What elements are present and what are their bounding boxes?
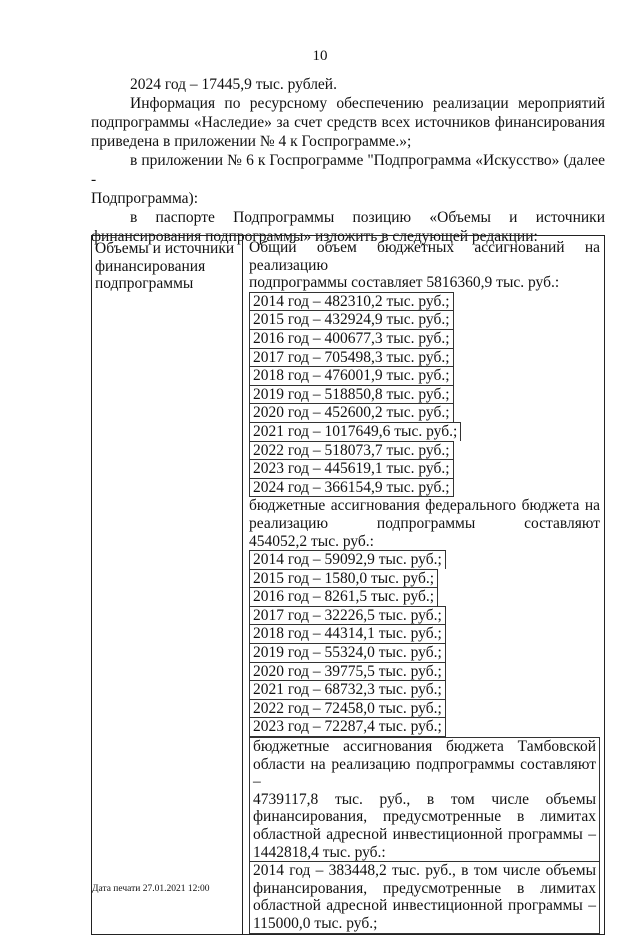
regional-line-2: области на реализацию подпрограммы составляют – [253, 755, 596, 791]
regional-2014-line-4: 115000,0 тыс. руб.; [253, 914, 378, 932]
regional-line-3: 4739117,8 тыс. руб., в том числе объемы [253, 790, 596, 808]
regional-line-1: бюджетные ассигнования бюджета Тамбовской [253, 738, 596, 756]
intro-p3b: Подпрограмма): [91, 190, 199, 207]
regional-line-5: областной адресной инвестиционной программы – [253, 826, 596, 843]
total-line-1: Общий объем бюджетных ассигнований на реализацию [249, 239, 600, 274]
passport-table [91, 235, 605, 935]
regional-line-4: финансирования, предусмотренные в лимитах [253, 808, 596, 826]
intro-text [91, 75, 605, 246]
position-label: Объемы и источники финансирования подпрограммы [92, 236, 243, 935]
total-line-2: подпрограммы составляет 5816360,9 тыс. руб.: [249, 274, 560, 292]
year-row: 2023 год – 445619,1 тыс. руб.; [249, 459, 454, 478]
regional-2014-block [249, 862, 600, 933]
intro-p4b: финансирования подпрограммы» изложить в следующей редакции: [91, 228, 538, 245]
year-row: 2020 год – 39775,5 тыс. руб.; [249, 662, 446, 681]
year-row: 2016 год – 8261,5 тыс. руб.; [249, 587, 438, 606]
funding-details [243, 236, 605, 935]
year-row: 2022 год – 518073,7 тыс. руб.; [249, 441, 454, 460]
total-years [249, 292, 600, 498]
regional-2014-line-2: финансирования, предусмотренные в лимитах [253, 879, 596, 897]
year-row: 2017 год – 32226,5 тыс. руб.; [249, 606, 446, 625]
federal-line-1: бюджетные ассигнования федерального бюджета на [249, 497, 600, 515]
year-row: 2020 год – 452600,2 тыс. руб.; [249, 403, 454, 422]
year-row: 2018 год – 476001,9 тыс. руб.; [249, 366, 454, 385]
intro-p2c: приведена в приложении № 4 к Госпрограмме.»; [91, 133, 412, 150]
year-row: 2014 год – 59092,9 тыс. руб.; [249, 550, 446, 569]
year-row: 2015 год – 432924,9 тыс. руб.; [249, 310, 454, 329]
year-row: 2024 год – 366154,9 тыс. руб.; [249, 478, 454, 498]
intro-p1: 2024 год – 17445,9 тыс. рублей. [130, 76, 337, 93]
year-row: 2019 год – 55324,0 тыс. руб.; [249, 643, 446, 662]
intro-p2b: подпрограммы «Наследие» за счет средств всех источников финансирования [91, 114, 605, 131]
year-row: 2015 год – 1580,0 тыс. руб.; [249, 569, 438, 588]
year-row: 2019 год – 518850,8 тыс. руб.; [249, 385, 454, 404]
intro-p3a: в приложении № 6 к Госпрограмме "Подпрограмма «Искусство» (далее - [91, 152, 605, 188]
regional-block [249, 737, 600, 862]
regional-2014-line-1: 2014 год – 383448,2 тыс. руб., в том числе объемы [253, 862, 596, 880]
print-date: Дата печати 27.01.2021 12:00 [92, 884, 210, 894]
year-row: 2022 год – 72458,0 тыс. руб.; [249, 699, 446, 718]
federal-line-2: реализацию подпрограммы составляют [249, 514, 600, 532]
year-row: 2021 год – 1017649,6 тыс. руб.; [249, 422, 461, 441]
page-number: 10 [312, 48, 328, 64]
regional-2014-line-3: областной адресной инвестиционной программы – [253, 897, 596, 915]
year-row: 2016 год – 400677,3 тыс. руб.; [249, 329, 454, 348]
year-row: 2017 год – 705498,3 тыс. руб.; [249, 348, 454, 367]
intro-p4a: в паспорте Подпрограммы позицию «Объемы и источники [130, 209, 605, 226]
year-row: 2021 год – 68732,3 тыс. руб.; [249, 680, 446, 699]
year-row: 2023 год – 72287,4 тыс. руб.; [249, 717, 446, 737]
year-row: 2018 год – 44314,1 тыс. руб.; [249, 624, 446, 643]
intro-p2a: Информация по ресурсному обеспечению реализации мероприятий [130, 95, 605, 112]
federal-years [249, 550, 600, 737]
federal-line-3: 454052,2 тыс. руб.: [249, 532, 374, 550]
regional-line-6: 1442818,4 тыс. руб.: [253, 843, 386, 861]
year-row: 2014 год – 482310,2 тыс. руб.; [249, 292, 454, 311]
